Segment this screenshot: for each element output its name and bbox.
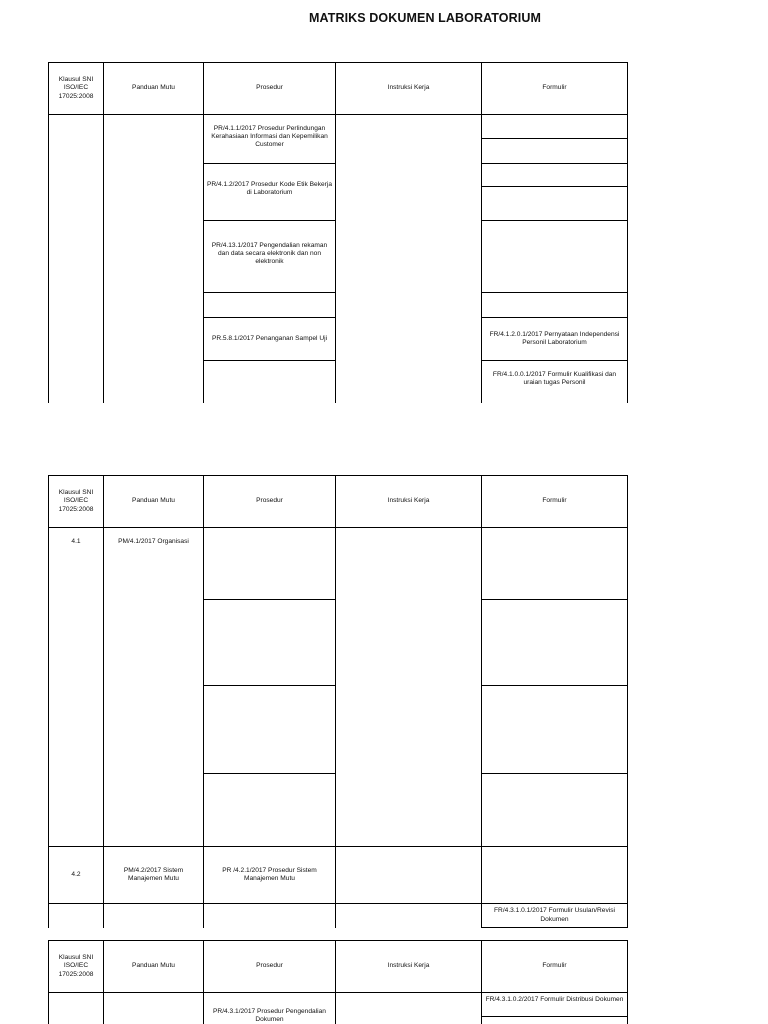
formulir-cell: FR/4.1.2.0.1/2017 Pernyataan Independensi Personil Laboratorium [489, 330, 620, 346]
header-instruksi-kerja: Instruksi Kerja [387, 84, 430, 92]
header-klausul: Klausul SNI ISO/IEC 17025:2008 [58, 76, 94, 100]
header-prosedur: Prosedur [256, 962, 283, 970]
formulir-cell: FR/4.3.1.0.2/2017 Formulir Distribusi Dokumen [485, 996, 624, 1003]
header-klausul: Klausul SNI ISO/IEC 17025:2008 [58, 489, 94, 513]
header-formulir: Formulir [542, 962, 567, 970]
prosedur-cell: PR/4.1.1/2017 Prosedur Perlindungan Kerahasiaan Informasi dan Kepemilikan Customer [211, 125, 328, 149]
panduan-mutu-cell: PM/4.1/2017 Organisasi [118, 538, 189, 545]
header-formulir: Formulir [542, 84, 567, 92]
prosedur-cell: PR/4.13.1/2017 Pengendalian rekaman dan data secara elektronik dan non elektronik [211, 242, 328, 266]
header-instruksi-kerja: Instruksi Kerja [387, 962, 430, 970]
header-panduan-mutu: Panduan Mutu [132, 84, 175, 92]
header-panduan-mutu: Panduan Mutu [132, 497, 175, 505]
header-panduan-mutu: Panduan Mutu [132, 962, 175, 970]
document-title: MATRIKS DOKUMEN LABORATORIUM [309, 11, 541, 25]
formulir-cell: FR/4.1.0.0.1/2017 Formulir Kualifikasi dan uraian tugas Personil [492, 371, 617, 387]
header-prosedur: Prosedur [256, 497, 283, 505]
panduan-mutu-cell: PM/4.2/2017 Sistem Manajemen Mutu [123, 866, 184, 882]
header-klausul: Klausul SNI ISO/IEC 17025:2008 [58, 954, 94, 978]
header-instruksi-kerja: Instruksi Kerja [387, 497, 430, 505]
klausul-cell: 4.1 [71, 538, 81, 545]
header-prosedur: Prosedur [256, 84, 283, 92]
formulir-cell: FR/4.3.1.0.1/2017 Formulir Usulan/Revisi Dokumen [494, 907, 615, 923]
prosedur-cell: PR/4.1.2/2017 Prosedur Kode Etik Bekerja di Laboratorium [207, 181, 332, 197]
prosedur-cell: PR /4.2.1/2017 Prosedur Sistem Manajemen Mutu [222, 866, 317, 882]
klausul-cell: 4.2 [71, 870, 81, 878]
prosedur-cell: PR.5.8.1/2017 Penanganan Sampel Uji [211, 334, 328, 342]
prosedur-cell: PR/4.3.1/2017 Prosedur Pengendalian Dokumen [213, 1008, 326, 1024]
header-formulir: Formulir [542, 497, 567, 505]
